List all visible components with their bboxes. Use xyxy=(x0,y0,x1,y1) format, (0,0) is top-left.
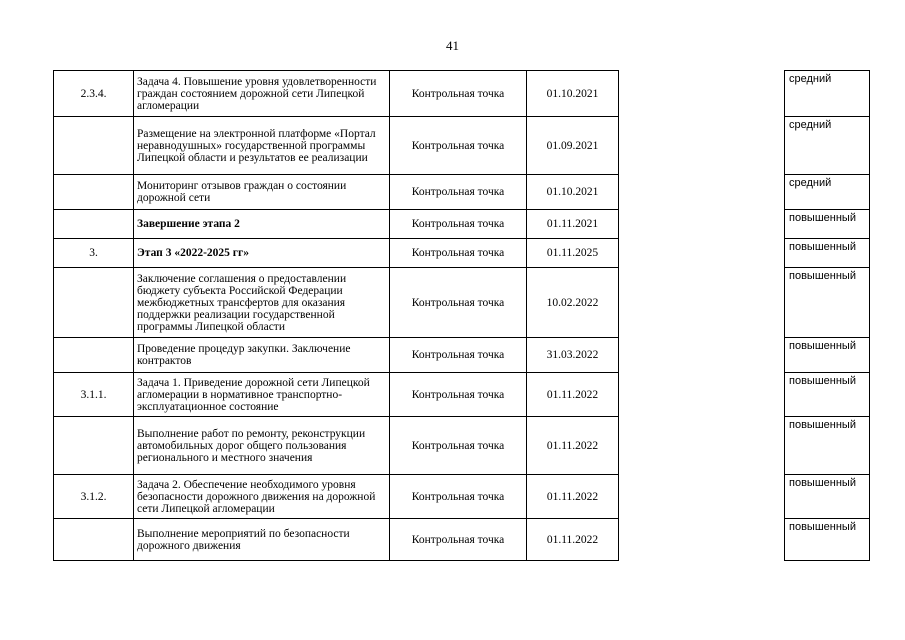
table-row xyxy=(54,175,619,210)
risk-level-cell: повышенный xyxy=(785,417,870,475)
table-row xyxy=(785,519,870,561)
table-row xyxy=(54,239,619,268)
event-type-cell: Контрольная точка xyxy=(390,210,527,239)
event-type-cell: Контрольная точка xyxy=(390,475,527,519)
table-row xyxy=(54,268,619,338)
table-row xyxy=(54,417,619,475)
row-number-cell xyxy=(54,117,134,175)
table-row xyxy=(785,239,870,268)
event-type-cell: Контрольная точка xyxy=(390,239,527,268)
event-type-cell: Контрольная точка xyxy=(390,373,527,417)
table-row xyxy=(54,71,619,117)
table-row xyxy=(54,338,619,373)
page-number: 41 xyxy=(446,38,459,53)
table-row xyxy=(54,475,619,519)
task-cell: Мониторинг отзывов граждан о состоянии дорожной сети xyxy=(134,175,390,210)
row-number-cell xyxy=(54,519,134,561)
table-row xyxy=(785,417,870,475)
task-cell: Задача 1. Приведение дорожной сети Липецкой агломерации в нормативное транспортно-эксплуатационное состояние xyxy=(134,373,390,417)
table-row xyxy=(785,71,870,117)
risk-level-cell: повышенный xyxy=(785,475,870,519)
row-number-cell: 2.3.4. xyxy=(54,71,134,117)
table-row xyxy=(785,210,870,239)
risk-level-cell: повышенный xyxy=(785,268,870,338)
row-number-cell xyxy=(54,175,134,210)
row-number-cell: 3. xyxy=(54,239,134,268)
risk-level-cell: повышенный xyxy=(785,210,870,239)
risk-level-cell: повышенный xyxy=(785,519,870,561)
table-row xyxy=(785,475,870,519)
risk-level-cell: средний xyxy=(785,71,870,117)
table-row xyxy=(785,373,870,417)
table-row xyxy=(785,175,870,210)
risk-level-table xyxy=(784,70,870,561)
task-cell: Проведение процедур закупки. Заключение контрактов xyxy=(134,338,390,373)
row-number-cell xyxy=(54,338,134,373)
date-cell: 01.11.2021 xyxy=(527,210,619,239)
table-row xyxy=(54,373,619,417)
risk-level-cell: повышенный xyxy=(785,338,870,373)
risk-level-cell: повышенный xyxy=(785,373,870,417)
date-cell: 01.11.2022 xyxy=(527,475,619,519)
date-cell: 31.03.2022 xyxy=(527,338,619,373)
table-row xyxy=(54,210,619,239)
event-type-cell: Контрольная точка xyxy=(390,268,527,338)
row-number-cell xyxy=(54,417,134,475)
row-number-cell xyxy=(54,268,134,338)
task-cell: Задача 4. Повышение уровня удовлетворенности граждан состоянием дорожной сети Липецкой агломерации xyxy=(134,71,390,117)
task-cell: Завершение этапа 2 xyxy=(134,210,390,239)
risk-level-cell: средний xyxy=(785,117,870,175)
date-cell: 01.10.2021 xyxy=(527,175,619,210)
task-cell: Выполнение работ по ремонту, реконструкции автомобильных дорог общего пользования регионального и местного значения xyxy=(134,417,390,475)
event-type-cell: Контрольная точка xyxy=(390,71,527,117)
task-cell: Заключение соглашения о предоставлении бюджету субъекта Российской Федерации межбюджетных трансфертов для оказания поддержки реализации государственной программы Липецкой области xyxy=(134,268,390,338)
row-number-cell: 3.1.1. xyxy=(54,373,134,417)
table-row xyxy=(785,268,870,338)
table-row xyxy=(785,338,870,373)
date-cell: 01.09.2021 xyxy=(527,117,619,175)
risk-level-cell: повышенный xyxy=(785,239,870,268)
table-row xyxy=(54,519,619,561)
row-number-cell: 3.1.2. xyxy=(54,475,134,519)
table-row xyxy=(785,117,870,175)
event-type-cell: Контрольная точка xyxy=(390,519,527,561)
task-cell: Выполнение мероприятий по безопасности дорожного движения xyxy=(134,519,390,561)
event-type-cell: Контрольная точка xyxy=(390,338,527,373)
date-cell: 01.11.2022 xyxy=(527,519,619,561)
task-cell: Этап 3 «2022-2025 гг» xyxy=(134,239,390,268)
task-cell: Задача 2. Обеспечение необходимого уровня безопасности дорожного движения на дорожной сети Липецкой агломерации xyxy=(134,475,390,519)
event-type-cell: Контрольная точка xyxy=(390,417,527,475)
risk-level-cell: средний xyxy=(785,175,870,210)
date-cell: 01.11.2022 xyxy=(527,417,619,475)
row-number-cell xyxy=(54,210,134,239)
date-cell: 01.11.2025 xyxy=(527,239,619,268)
date-cell: 01.10.2021 xyxy=(527,71,619,117)
event-type-cell: Контрольная точка xyxy=(390,175,527,210)
table-row xyxy=(54,117,619,175)
task-cell: Размещение на электронной платформе «Портал неравнодушных» государственной программы Липецкой области и результатов ее реализации xyxy=(134,117,390,175)
event-type-cell: Контрольная точка xyxy=(390,117,527,175)
date-cell: 10.02.2022 xyxy=(527,268,619,338)
checkpoints-table xyxy=(53,70,619,561)
date-cell: 01.11.2022 xyxy=(527,373,619,417)
